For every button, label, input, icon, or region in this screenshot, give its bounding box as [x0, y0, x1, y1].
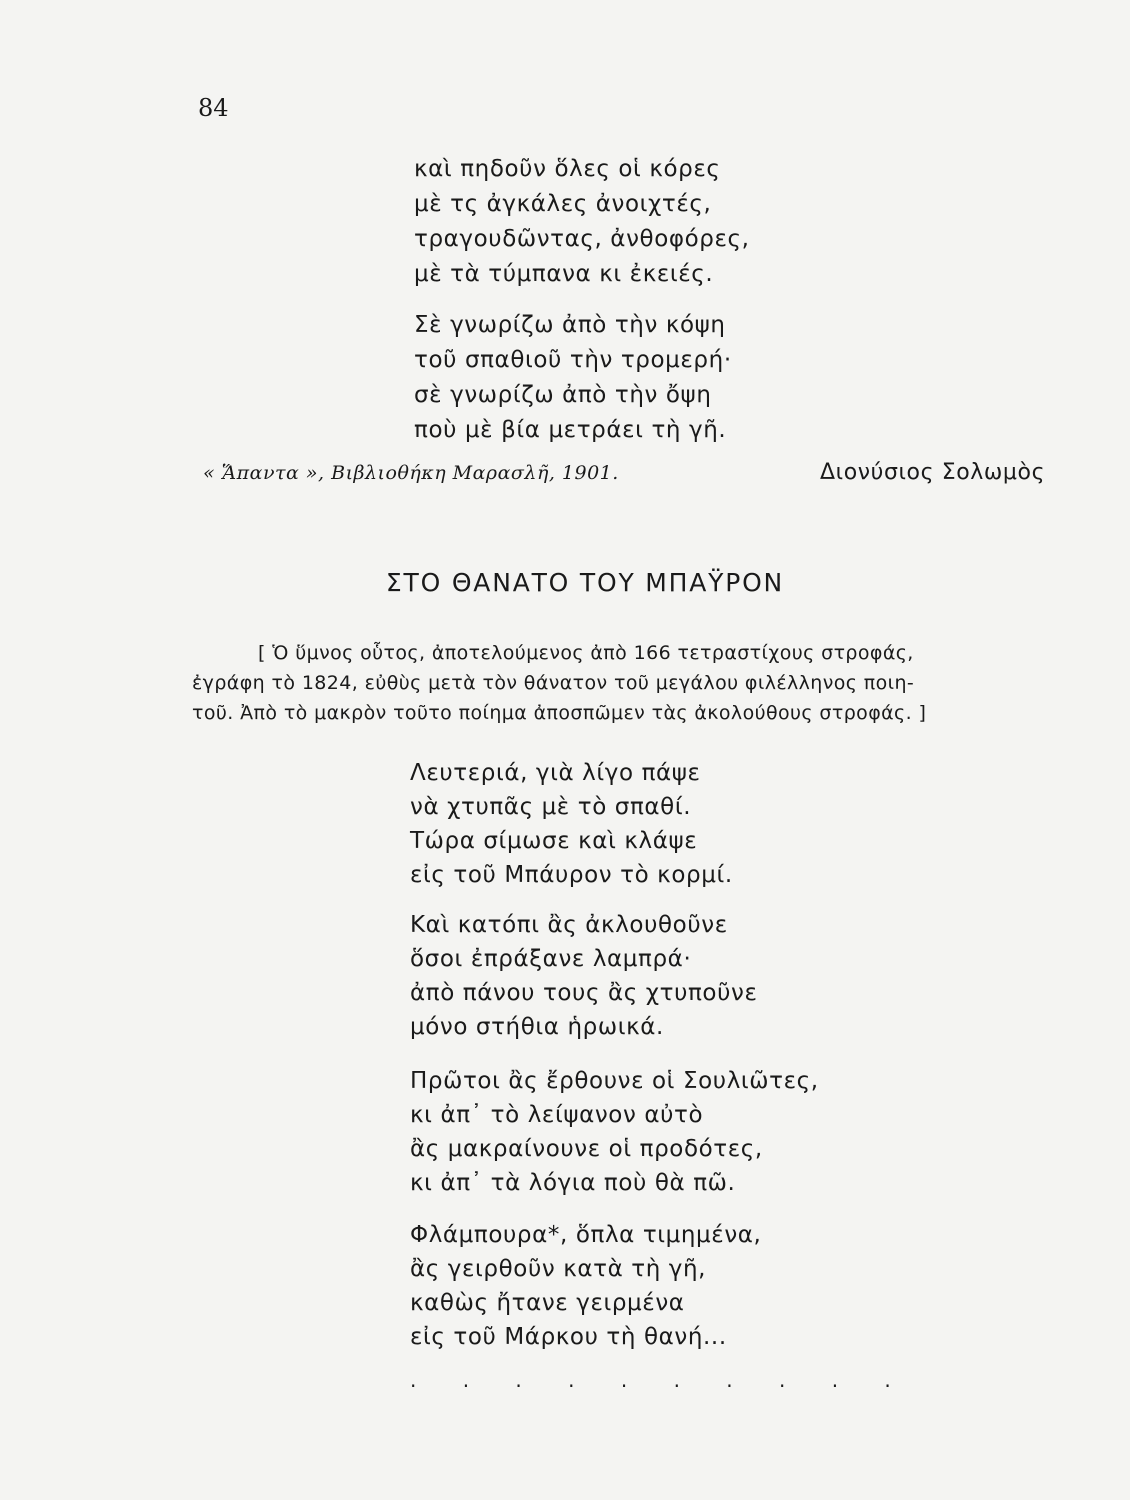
- verse-line: σὲ γνωρίζω ἀπὸ τὴν ὄψη: [414, 382, 712, 408]
- verse-line: Καὶ κατόπι ἂς ἀκλουθοῦνε: [410, 912, 728, 938]
- author-name: Διονύσιος Σολωμὸς: [820, 460, 1046, 485]
- page-number: 84: [198, 94, 229, 122]
- source-citation: « Ἅπαντα », Βιβλιοθήκη Μαρασλῆ, 1901.: [203, 462, 619, 484]
- poem-title: ΣΤΟ ΘΑΝΑΤΟ ΤΟΥ ΜΠΑΫΡΟΝ: [385, 568, 785, 597]
- verse-line: μὲ τς ἀγκάλες ἀνοιχτές,: [414, 191, 712, 217]
- verse-line: ποὺ μὲ βία μετράει τὴ γῆ.: [414, 417, 727, 443]
- verse-line: νὰ χτυπᾶς μὲ τὸ σπαθί.: [410, 794, 692, 820]
- verse-line: εἰς τοῦ Μπάυρον τὸ κορμί.: [410, 862, 733, 888]
- verse-line: Σὲ γνωρίζω ἀπὸ τὴν κόψη: [414, 312, 726, 338]
- verse-line: κι ἀπ᾽ τὸ λείψανον αὐτὸ: [410, 1102, 704, 1128]
- verse-line: Λευτεριά, γιὰ λίγο πάψε: [410, 760, 701, 786]
- verse-line: ἂς μακραίνουνε οἱ προδότες,: [410, 1136, 763, 1162]
- verse-line: μόνο στήθια ἡρωικά.: [410, 1014, 664, 1040]
- verse-line: Τώρα σίμωσε καὶ κλάψε: [410, 828, 698, 854]
- verse-line: ἀπὸ πάνου τους ἂς χτυποῦνε: [410, 980, 758, 1006]
- note-line: τοῦ. Ἀπὸ τὸ μακρὸν τοῦτο ποίημα ἀποσπῶμεν τὰς ἀκολούθους στροφάς. ]: [192, 702, 927, 724]
- omission-dots: . . . . . . . . . .: [410, 1368, 911, 1392]
- verse-line: τοῦ σπαθιοῦ τὴν τρομερή·: [414, 347, 732, 373]
- verse-line: εἰς τοῦ Μάρκου τὴ θανή...: [410, 1324, 727, 1350]
- note-line: ἐγράφη τὸ 1824, εὐθὺς μετὰ τὸν θάνατον τοῦ μεγάλου φιλέλληνος ποιη-: [192, 672, 915, 694]
- verse-line: ἂς γειρθοῦν κατὰ τὴ γῆ,: [410, 1256, 707, 1282]
- verse-line: καθὼς ἤτανε γειρμένα: [410, 1290, 685, 1316]
- verse-line: τραγουδῶντας, ἀνθοφόρες,: [414, 226, 750, 252]
- note-line: [ Ὁ ὕμνος οὗτος, ἀποτελούμενος ἀπὸ 166 τετραστίχους στροφάς,: [258, 642, 914, 664]
- verse-line: κι ἀπ᾽ τὰ λόγια ποὺ θὰ πῶ.: [410, 1170, 736, 1196]
- verse-line: Πρῶτοι ἂς ἔρθουνε οἱ Σουλιῶτες,: [410, 1068, 819, 1094]
- verse-line: μὲ τὰ τύμπανα κι ἐκειές.: [414, 261, 714, 287]
- verse-line: ὅσοι ἐπράξανε λαμπρά·: [410, 946, 692, 972]
- verse-line: Φλάμπουρα*, ὅπλα τιμημένα,: [410, 1222, 762, 1248]
- verse-line: καὶ πηδοῦν ὅλες οἱ κόρες: [414, 156, 721, 182]
